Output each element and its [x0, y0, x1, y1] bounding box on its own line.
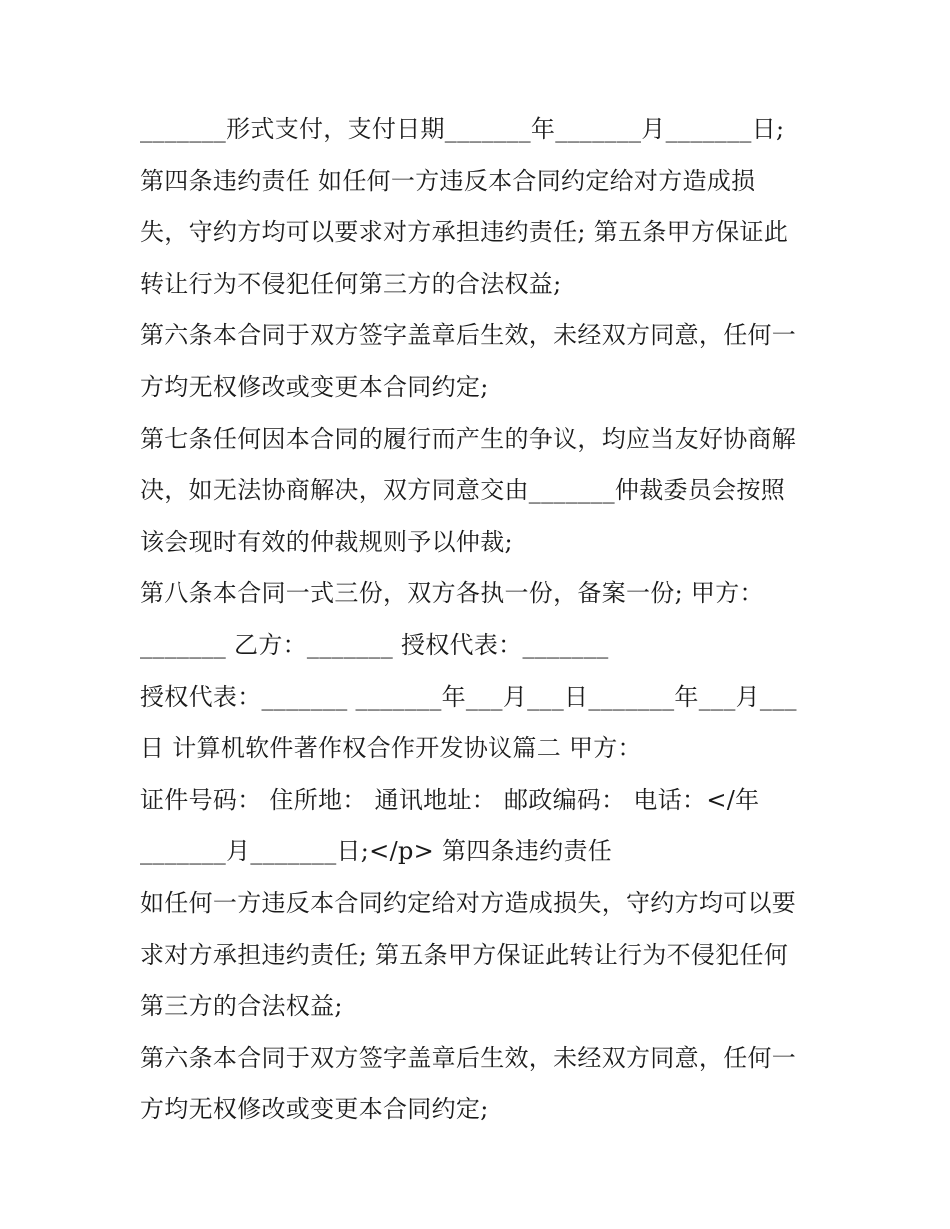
text-line: 决，如无法协商解决，双方同意交由_______仲裁委员会按照 [140, 476, 785, 505]
text-line: 失，守约方均可以要求对方承担违约责任; 第五条甲方保证此 [140, 218, 789, 247]
text-line: 该会现时有效的仲裁规则予以仲裁; [140, 527, 513, 556]
text-line: 求对方承担违约责任; 第五条甲方保证此转让行为不侵犯任何 [140, 940, 789, 969]
text-line: 第六条本合同于双方签字盖章后生效，未经双方同意，任何一 [140, 1043, 797, 1072]
text-line: 转让行为不侵犯任何第三方的合法权益; [140, 269, 562, 298]
text-line: _______月_______日;</p> 第四条违约责任 [140, 837, 613, 866]
text-line: 第三方的合法权益; [140, 992, 343, 1021]
text-line: 方均无权修改或变更本合同约定; [140, 1095, 489, 1124]
text-line: 第八条本合同一式三份，双方各执一份，备案一份; 甲方： [140, 579, 764, 608]
text-line: 如任何一方违反本合同约定给对方造成损失，守约方均可以要 [140, 888, 797, 917]
text-line: 授权代表：_______ _______年___月___日_______年___月___ [140, 682, 797, 711]
text-line: 第六条本合同于双方签字盖章后生效，未经双方同意，任何一 [140, 321, 797, 350]
text-line: _______ 乙方：_______ 授权代表：_______ [140, 630, 609, 659]
text-line: 第四条违约责任 如任何一方违反本合同约定给对方造成损 [140, 166, 756, 195]
contract-text [140, 104, 830, 1136]
text-line: 证件号码： 住所地： 通讯地址： 邮政编码： 电话：</年 [140, 785, 760, 814]
text-line: 方均无权修改或变更本合同约定; [140, 372, 489, 401]
text-line: 日 计算机软件著作权合作开发协议篇二 甲方： [140, 734, 642, 763]
text-line: 第七条任何因本合同的履行而产生的争议，均应当友好协商解 [140, 424, 797, 453]
text-line: _______形式支付，支付日期_______年_______月_______日; [140, 115, 785, 143]
